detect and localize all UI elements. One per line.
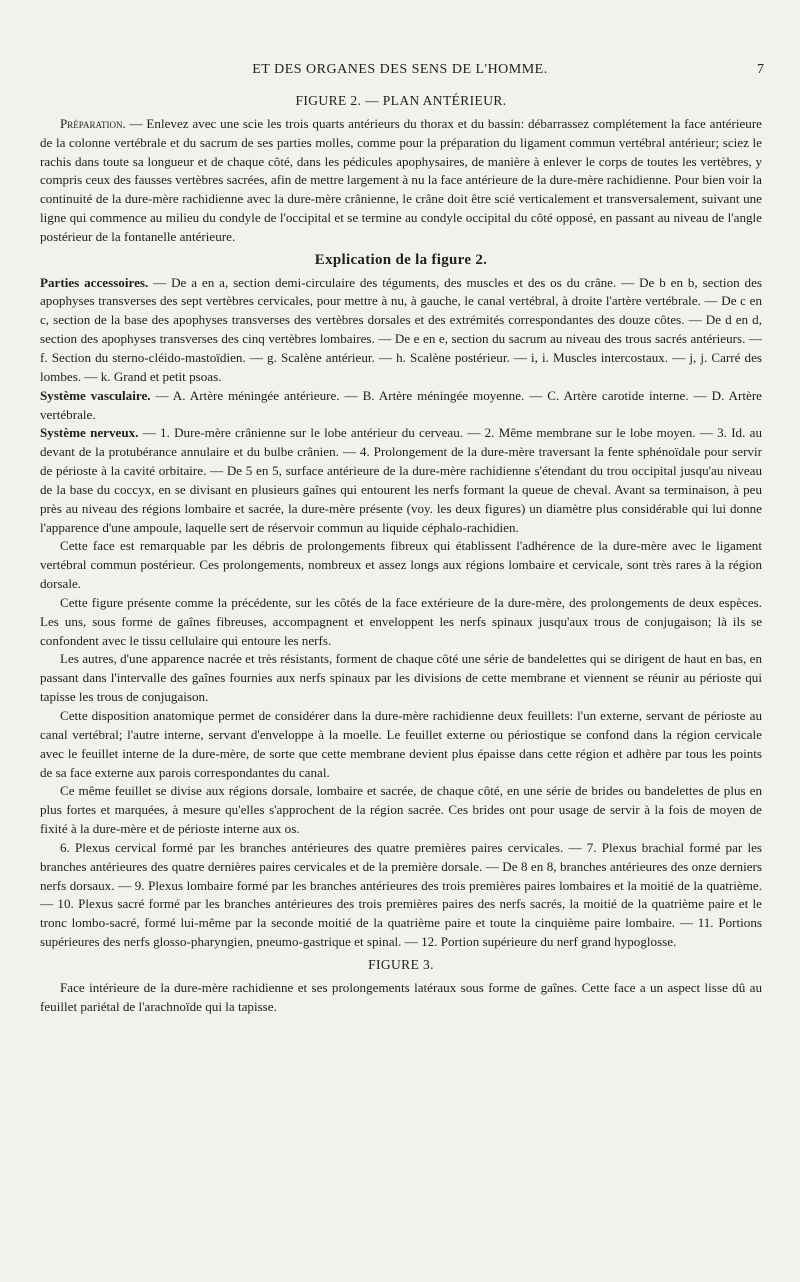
page-body	[40, 92, 762, 1017]
explanation-heading: Explication de la figure 2.	[314, 251, 488, 268]
nervous-system-paragraph	[40, 424, 762, 537]
body-paragraph: Cette face est remarquable par les débris de prolongements fibreux qui établissent l'adhérence de la dure-mère avec le ligament vertébral commun postérieur. Ces prolongements, nombreux et assez longs aux régions lombaire et cervicale, sont très rares à la région dorsale.	[40, 538, 762, 592]
vascular-system-paragraph	[40, 387, 762, 425]
figure-2-title: FIGURE 2. — PLAN ANTÉRIEUR.	[295, 93, 507, 108]
body-paragraph: Ce même feuillet se divise aux régions dorsale, lombaire et sacrée, de chaque côté, en une série de brides ou bandelettes de plus en plus fortes et marquées, à mesure qu'elles s'approchent de la région sacrée. Ces brides ont pour usage de servir à la fois de moyen de fixité à la dure-mère et de périoste interne aux os.	[40, 783, 762, 837]
preparation-label: Préparation.	[60, 115, 126, 131]
plexus-paragraph: 6. Plexus cervical formé par les branches antérieures des quatre premières paires cervicales. — 7. Plexus brachial formé par les branches antérieures des quatre dernières paires cervicales et de la première dorsale. — De 8 en 8, branches antérieures des onze derniers nerfs dorsaux. — 9. Plexus lombaire formé par les branches antérieures des trois premières paires lombaires et la moitié de la quatrième. — 10. Plexus sacré formé par les branches antérieures des trois premières paires des nerfs sacrés, la moitié de la quatrième paire et le tronc lombo-sacré, formé lui-même par la seconde moitié de la quatrième paire et toute la cinquième paire lombaire. — 11. Portions supérieures des nerfs glosso-pharyngien, pneumo-gastrique et spinal. — 12. Portion supérieure du nerf grand hypoglosse.	[40, 839, 762, 950]
body-paragraph: Les autres, d'une apparence nacrée et très résistants, forment de chaque côté une série de bandelettes qui se dirigent de haut en bas, en passant dans l'intervalle des gaînes fournies aux nerfs spinaux par les divisions de cette membrane et viennent se réunir au périoste qui tapisse les trous de conjugaison.	[40, 651, 762, 705]
figure-3-paragraph: Face intérieure de la dure-mère rachidienne et ses prolongements latéraux sous forme de gaînes. Cette face a un aspect lisse dû au feuillet pariétal de l'arachnoïde qui la tapisse.	[40, 979, 762, 1014]
accessory-parts-paragraph	[40, 274, 762, 387]
body-paragraph: Cette disposition anatomique permet de considérer dans la dure-mère rachidienne deux feuillets: l'un externe, servant de périoste au canal vertébral; l'autre interne, servant d'enveloppe à la moelle. Le feuillet externe ou périostique se confond dans la région cervicale avec le feuillet interne de la dure-mère, de sorte que cette membrane devient plus épaisse dans cette région et adhère par tous les points de sa face externe aux parois correspondantes du canal.	[40, 708, 762, 780]
nervous-system-text: — 1. Dure-mère crânienne sur le lobe antérieur du cerveau. — 2. Même membrane sur le lobe moyen. — 3. Id. au devant de la protubérance annulaire et du bulbe crânien. — 4. Prolongement de la dure-mère traversant la fente sphénoïdale pour servir de périoste à la cavité orbitaire. — De 5 en 5, surface antérieure de la dure-mère rachidienne s'étendant du trou occipital jusqu'au niveau de la base du coccyx, en se divisant en plusieurs gaînes qui entourent les nerfs formant la queue de cheval. Avant sa terminaison, à peu près au niveau des régions lombaire et sacrée, la dure-mère présente (voy. les deux figures) un diamètre plus considérable qui lui donne l'apparence d'une ampoule, laquelle sert de réservoir commun au liquide céphalo-rachidien.	[40, 425, 762, 535]
vascular-system-text: — A. Artère méningée antérieure. — B. Artère méningée moyenne. — C. Artère carotide interne. — D. Artère vertébrale.	[40, 387, 762, 422]
vascular-system-label: Système vasculaire.	[40, 387, 151, 403]
accessory-parts-text: — De a en a, section demi-circulaire des téguments, des muscles et des os du crâne. — De b en b, section des apophyses transverses des sept vertèbres cervicales, pour mettre à nu, à gauche, le canal vertébral, à droite l'artère vertébrale. — De c en c, section de la base des apophyses transverses des vertèbres dorsales et des extrémités correspondantes des douze côtes. — De d en d, section des apophyses transverses des cinq vertèbres lombaires. — De e en e, section du sacrum au niveau des trous sacrés antérieurs. — f. Section du sterno-cléido-mastoïdien. — g. Scalène antérieur. — h. Scalène postérieur. — i, i. Muscles intercostaux. — j, j. Carré des lombes. — k. Grand et petit psoas.	[40, 274, 762, 384]
preparation-text: — Enlevez avec une scie les trois quarts antérieurs du thorax et du bassin: débarrassez complétement la face antérieure de la colonne vertébrale et du sacrum de ses parties molles, comme pour la préparation du ligament commun vertébral antérieur; sciez le rachis dans toute sa longueur et de chaque côté, dans les pédicules apophysaires, de manière à enlever le corps de toutes les vertèbres, y compris ceux des fausses vertèbres sacrées, afin de mettre largement à nu la face antérieure de la dure-mère rachidienne. Pour bien voir la continuité de la dure-mère rachidienne avec la dure-mère crânienne, le crâne doit être scié verticalement et transversalement, suivant une ligne qui commence au milieu du condyle de l'occipital et se termine au condyle occipital du côté opposé, en passant au niveau de l'angle postérieur de la fontanelle antérieure.	[40, 115, 762, 244]
nervous-system-label: Système nerveux.	[40, 425, 139, 441]
preparation-paragraph	[40, 115, 762, 247]
running-title: ET DES ORGANES DES SENS DE L'HOMME.	[252, 62, 548, 77]
accessory-parts-label: Parties accessoires.	[40, 274, 149, 290]
figure-3-title: FIGURE 3.	[368, 956, 434, 972]
body-paragraph: Cette figure présente comme la précédente, sur les côtés de la face extérieure de la dure-mère, des prolongements de deux espèces. Les uns, sous forme de gaînes fibreuses, accompagnent et enveloppent les nerfs spinaux jusqu'aux trous de conjugaison; là ils se confondent avec le tissu cellulaire qui entoure les nerfs.	[40, 594, 762, 648]
page-number: 7	[757, 62, 764, 77]
